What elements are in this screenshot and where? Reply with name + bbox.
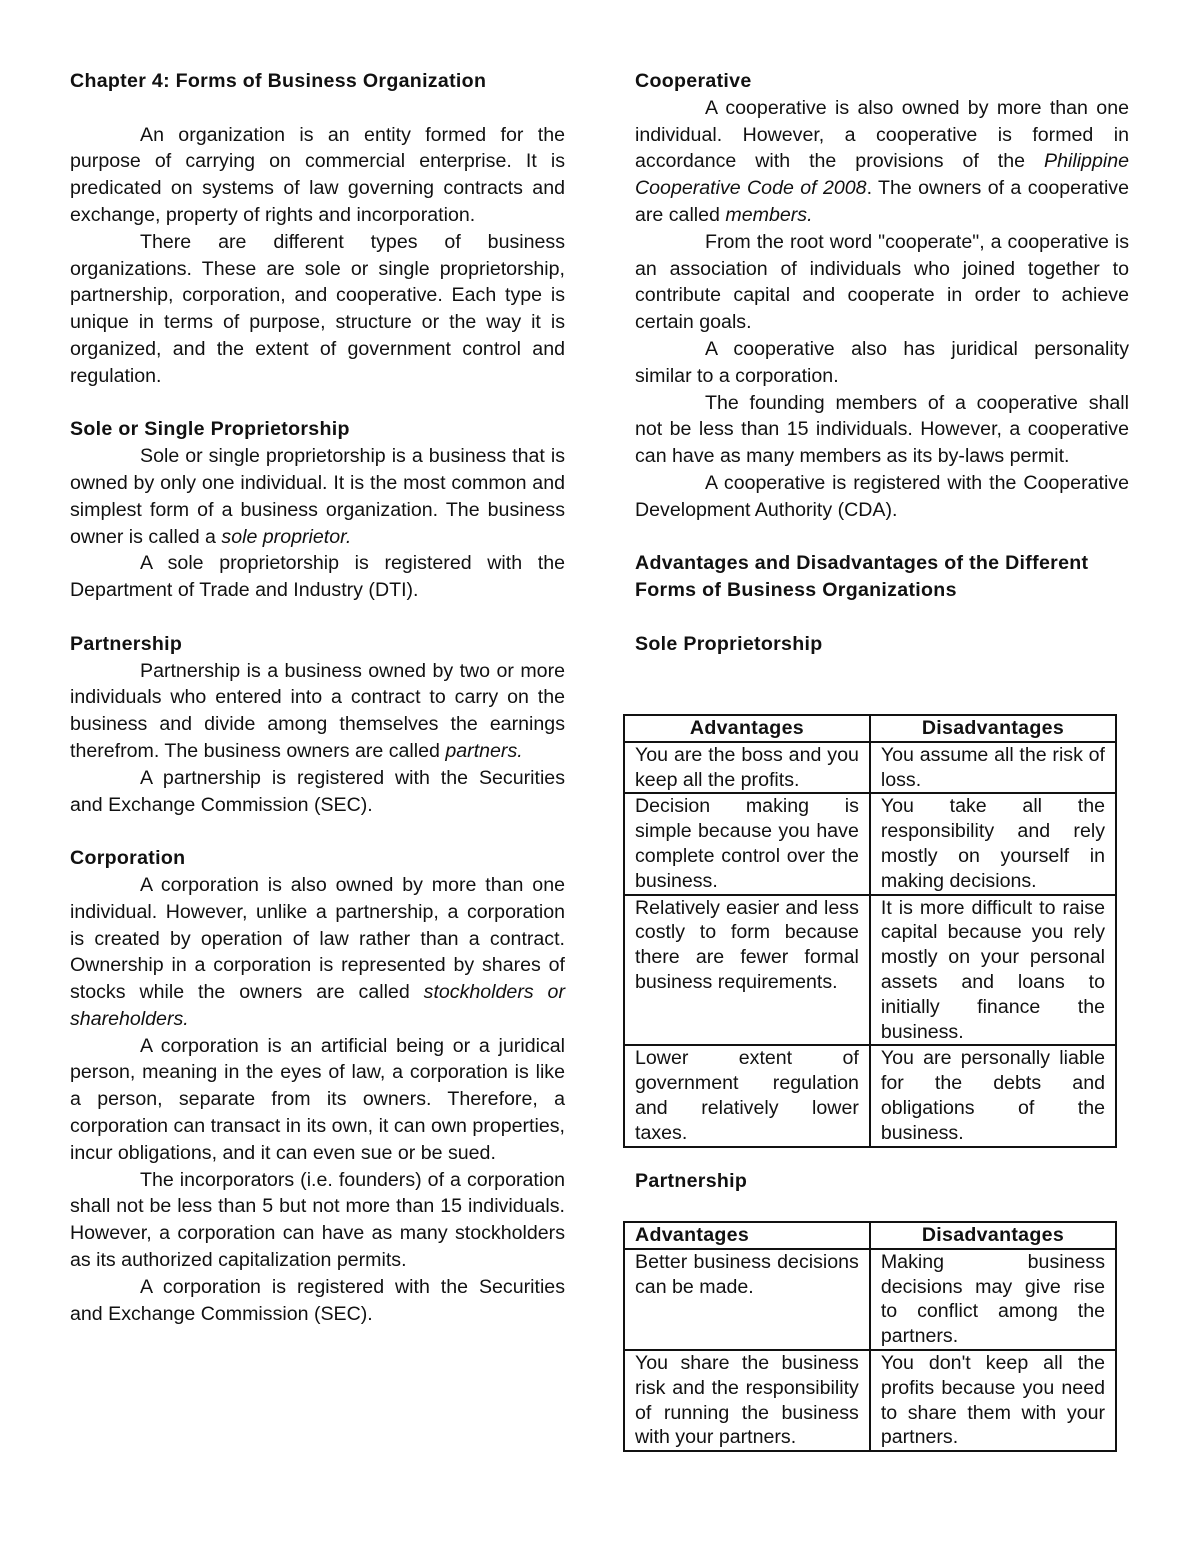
disadvantage-cell: You take all the responsibility and rely mostly on yourself in making decisions. (870, 793, 1116, 894)
corporation-paragraph-4: A corporation is registered with the Securities and Exchange Commission (SEC). (70, 1275, 565, 1325)
cooperative-code-title: Philippine Cooperative Code of 2008 (635, 150, 1129, 200)
advantages-column-header: Advantages (624, 1222, 870, 1249)
advantage-cell: Better business decisions can be made. (624, 1249, 870, 1350)
sole-proprietorship-heading: Sole or Single Proprietorship (70, 418, 350, 441)
corporation-paragraph-1: A corporation is also owned by more than one individual. However, unlike a partnership, a corporation is created by operation of law rather than a contract. Ownership in a corporation is represented by shares of stocks while the owners are called stockholders or shareholders. (70, 873, 565, 1030)
members-term: members. (725, 203, 813, 226)
partnership-paragraph-2: A partnership is registered with the Securities and Exchange Commission (SEC). (70, 766, 565, 816)
partnership-table-heading: Partnership (635, 1170, 748, 1192)
partnership-paragraph-1: Partnership is a business owned by two or more individuals who entered into a contract to carry on the business and divide among themselves the earnings therefrom. The business owners are called partners. (70, 659, 565, 762)
sole-proprietor-term: sole proprietor. (221, 525, 352, 548)
cooperative-paragraph-2: From the root word "cooperate", a cooperative is an association of individuals who joined together to contribute capital and cooperate in order to achieve certain goals. (635, 230, 1129, 334)
disadvantages-column-header: Disadvantages (870, 715, 1116, 742)
table-row (624, 1350, 1116, 1451)
partnership-table (623, 1221, 1117, 1452)
table-row (624, 793, 1116, 894)
intro-paragraph-1: An organization is an entity formed for the purpose of carrying on commercial enterprise. It is predicated on systems of law governing contracts and exchange, property of rights and incorporation. (70, 123, 565, 226)
advantages-column-header: Advantages (624, 715, 870, 742)
table-row (624, 895, 1116, 1046)
chapter-title: Chapter 4: Forms of Business Organization (70, 70, 487, 92)
sole-table-heading: Sole Proprietorship (635, 632, 823, 655)
advantage-cell: You share the business risk and the responsibility of running the business with your partners. (624, 1350, 870, 1451)
corporation-heading: Corporation (70, 847, 186, 870)
partnership-heading: Partnership (70, 632, 183, 655)
disadvantage-cell: You are personally liable for the debts and obligations of the business. (870, 1045, 1116, 1146)
table-header-row (624, 1222, 1116, 1249)
cooperative-paragraph-3: A cooperative also has juridical personality similar to a corporation. (635, 337, 1129, 387)
table-header-row (624, 715, 1116, 742)
disadvantage-cell: You assume all the risk of loss. (870, 742, 1116, 794)
cooperative-paragraph-5: A cooperative is registered with the Cooperative Development Authority (CDA). (635, 471, 1129, 521)
advantages-heading: Advantages and Disadvantages of the Different Forms of Business Organizations (635, 552, 1089, 602)
left-column (70, 68, 565, 1327)
cooperative-heading: Cooperative (635, 70, 752, 92)
advantage-cell: Decision making is simple because you have complete control over the business. (624, 793, 870, 894)
stockholders-term: stockholders or shareholders. (70, 981, 565, 1030)
corporation-paragraph-2: A corporation is an artificial being or a juridical person, meaning in the eyes of law, a corporation is like a person, separate from its owners. Therefore, a corporation can transact in its own, it can own properties, incur obligations, and it can even sue or be sued. (70, 1034, 565, 1164)
table-row (624, 1045, 1116, 1146)
cooperative-paragraph-1: A cooperative is also owned by more than one individual. However, a cooperative is formed in accordance with the provisions of the Philippine Cooperative Code of 2008. The owners of a cooperative are called members. (635, 96, 1129, 226)
cooperative-paragraph-4: The founding members of a cooperative shall not be less than 15 individuals. However, a cooperative can have as many members as its by-laws permit. (635, 391, 1129, 468)
advantage-cell: Lower extent of government regulation and relatively lower taxes. (624, 1045, 870, 1146)
advantage-cell: Relatively easier and less costly to form because there are fewer formal business requirements. (624, 895, 870, 1046)
disadvantage-cell: You don't keep all the profits because you need to share them with your partners. (870, 1350, 1116, 1451)
sole-paragraph-2: A sole proprietorship is registered with the Department of Trade and Industry (DTI). (70, 552, 565, 602)
partners-term: partners. (445, 739, 523, 762)
table-row (624, 742, 1116, 794)
right-column (635, 68, 1129, 658)
disadvantage-cell: It is more difficult to raise capital because you rely mostly on your personal assets and loans to initially finance the business. (870, 895, 1116, 1046)
advantage-cell: You are the boss and you keep all the profits. (624, 742, 870, 794)
intro-paragraph-2: There are different types of business organizations. These are sole or single proprietorship, partnership, corporation, and cooperative. Each type is unique in terms of purpose, structure or the way it is organized, and the extent of government control and regulation. (70, 230, 565, 387)
sole-paragraph-1: Sole or single proprietorship is a business that is owned by only one individual. It is the most common and simplest form of a business organization. The business owner is called a sole proprietor. (70, 445, 565, 548)
table-row (624, 1249, 1116, 1350)
sole-proprietorship-table (623, 714, 1117, 1148)
disadvantages-column-header: Disadvantages (870, 1222, 1116, 1249)
corporation-paragraph-3: The incorporators (i.e. founders) of a corporation shall not be less than 5 but not more than 15 individuals. However, a corporation can have as many stockholders as its authorized capitalization permits. (70, 1168, 565, 1272)
disadvantage-cell: Making business decisions may give rise to conflict among the partners. (870, 1249, 1116, 1350)
